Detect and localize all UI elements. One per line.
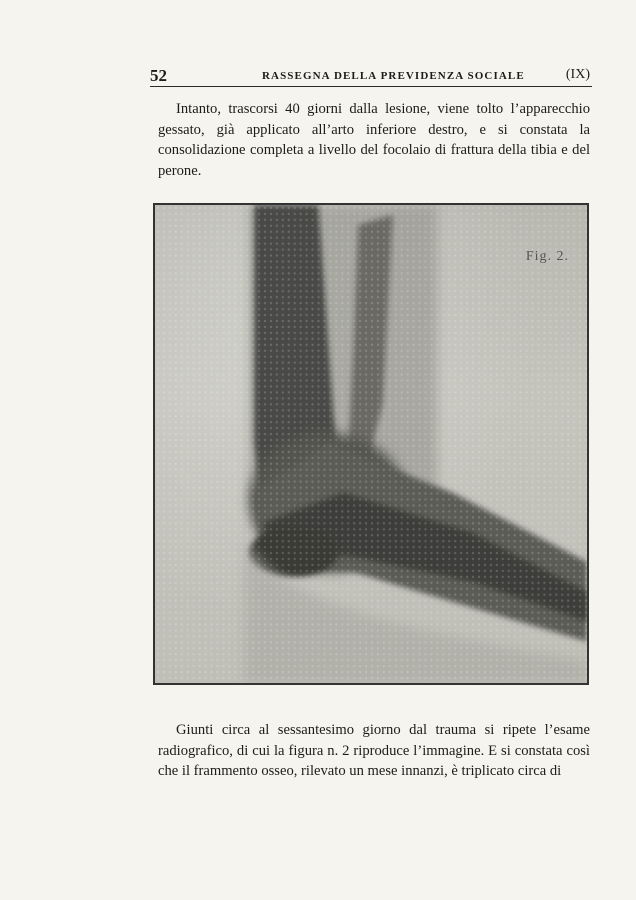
- section-mark: (IX): [565, 67, 590, 82]
- page-number: 52: [150, 66, 167, 85]
- radiograph-image: [155, 205, 587, 683]
- radiograph-figure: [153, 203, 589, 685]
- running-header: [150, 66, 592, 87]
- running-head-title: RASSEGNA DELLA PREVIDENZA SOCIALE: [262, 70, 525, 82]
- paragraph-continuation: Giunti circa al sessantesimo giorno dal trauma si ripete l’esame radiografico, di cui la figura n. 2 riproduce l’immagine. E si constata così che il frammento osseo, rilevato un mese innanzi, è triplicato circa di: [158, 722, 590, 779]
- figure-label: Fig. 2.: [525, 249, 569, 264]
- paragraph-intro: Intanto, trascorsi 40 giorni dalla lesione, viene tolto l’apparecchio gessato, già applicato all’arto inferiore destro, e si constata la consolidazione completa a livello del focolaio di frattura della tibia e del perone.: [158, 101, 590, 179]
